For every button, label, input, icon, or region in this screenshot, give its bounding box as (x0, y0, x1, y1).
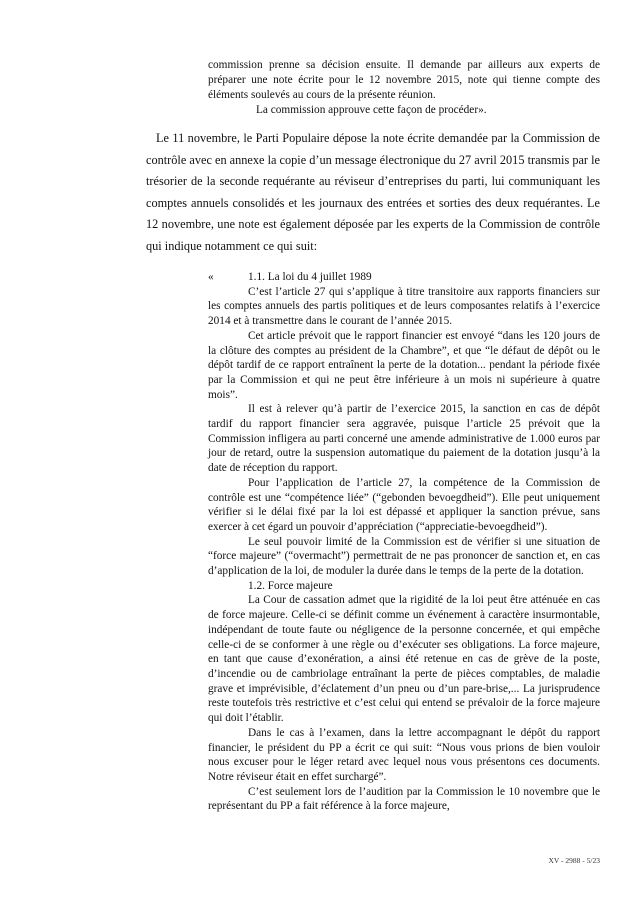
quote-paragraph-2: Cet article prévoit que le rapport financier est envoyé “dans les 120 jours de la clôture des comptes au président de la Chambre”, et que “le défaut de dépôt ou le dépôt tardif de ce rapport entraînent la perte de la dotation... pendant la période fixée par la Commission et qui ne peut être inférieure à un mois ni supérieure à quatre mois”. (208, 329, 600, 401)
body-paragraph-block (146, 128, 600, 257)
quote-paragraph-3: Il est à relever qu’à partir de l’exercice 2015, la sanction en cas de dépôt tardif du rapport financier sera aggravée, puisque l’article 25 prévoit que la Commission infligera au parti concerné une amende administrative de 1.000 euros par jour de retard, outre la suspension automatique du paiement de la dotation jusqu’à la date de réception du rapport. (208, 403, 600, 475)
quote-paragraph-4: Pour l’application de l’article 27, la compétence de la Commission de contrôle est une “compétence liée” (“gebonden bevoegdheid”). Elle peut uniquement vérifier si le délai fixé par la loi est dépassé et appliquer la sanction prévue, sans exercer à cet égard un pouvoir d’appréciation (“appreciatie-bevoegdheid”). (208, 476, 600, 533)
quote-heading-2: 1.2. Force majeure (248, 579, 333, 592)
quote-heading-1-text: 1.1. La loi du 4 juillet 1989 (248, 271, 372, 283)
quote-paragraph-6: La Cour de cassation admet que la rigidité de la loi peut être atténuée en cas de force majeure. Celle-ci se définit comme un événement à caractère insurmontable, indépendant de toute faute ou négligence de la personne concernée, et qui empêche celle-ci de se conformer à une règle ou d’exécuter ses obligations. La force majeure, en tant que cause d’exonération, a ainsi été retenue en cas de grève de la poste, d’incendie ou de cambriolage entraînant la perte de pièces comptables, de maladie grave et imprévisible, d’éclatement d’un pneu ou d’un pare-brise,... La jurisprudence reste toutefois très restrictive et c’est celui qui entend se prévaloir de la force majeure qui doit l’établir. (208, 594, 600, 725)
quote-paragraph-8: C’est seulement lors de l’audition par la Commission le 10 novembre que le représentant du PP a fait référence à la force majeure, (208, 785, 600, 813)
top-quote-block (208, 58, 600, 118)
quote-paragraph-7: Dans le cas à l’examen, dans la lettre accompagnant le dépôt du rapport financier, le président du PP a écrit ce qui suit: “Nous vous prions de bien vouloir nous excuser pour le léger retard avec lequel nous vous présentons ces documents. Notre réviseur était en effet surchargé”. (208, 726, 600, 783)
quote-open-mark: « (208, 271, 214, 283)
top-quote-text: commission prenne sa décision ensuite. Il demande par ailleurs aux experts de préparer une note écrite pour le 12 novembre 2015, note qui tienne compte des éléments soulevés au cours de la présente réunion. (208, 59, 600, 101)
page-footer-reference: XV - 2988 - 5/23 (548, 856, 600, 865)
expert-note-quote (208, 270, 600, 814)
top-quote-closing: La commission approuve cette façon de procéder». (256, 104, 487, 116)
quote-heading-1 (208, 270, 600, 285)
quote-paragraph-5: Le seul pouvoir limité de la Commission est de vérifier si une situation de “force majeure” (“overmacht”) permettrait de ne pas prononcer de sanction et, en cas d’application de la loi, de moduler la durée dans le temps de la perte de la dotation. (208, 535, 600, 578)
body-paragraph: Le 11 novembre, le Parti Populaire dépose la note écrite demandée par la Commission de contrôle avec en annexe la copie d’un message électronique du 27 avril 2015 transmis par le trésorier de la seconde requérante au réviseur d’entreprises du parti, lui communiquant les comptes annuels consolidés et les journaux des entrées et sorties des deux requérantes. Le 12 novembre, une note est également déposée par les experts de la Commission de contrôle qui indique notamment ce qui suit: (146, 131, 600, 253)
quote-paragraph-1: C’est l’article 27 qui s’applique à titre transitoire aux rapports financiers sur les comptes annuels des partis politiques et de leurs composantes relatifs à l’exercice 2014 et à transmettre dans le courant de l’année 2015. (208, 285, 600, 328)
